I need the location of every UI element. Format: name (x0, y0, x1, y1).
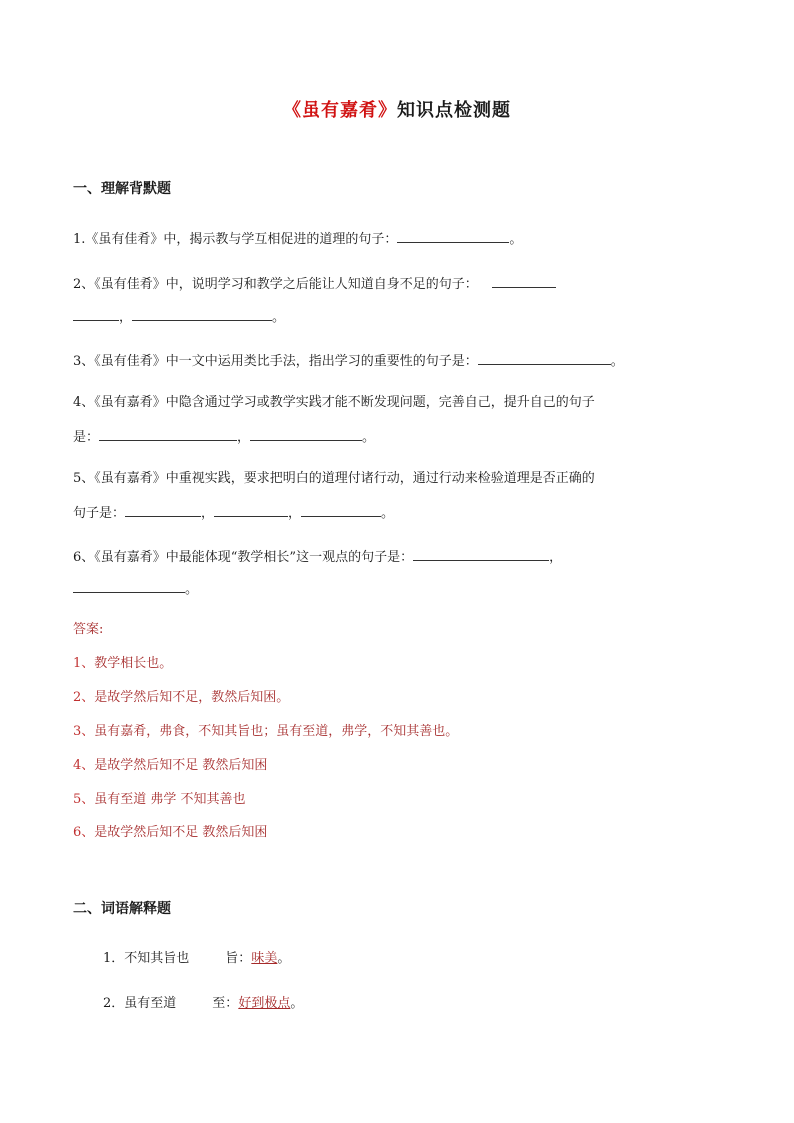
answer-blank[interactable] (301, 502, 381, 517)
answer-text: 虽有嘉肴，弗食，不知其旨也；虽有至道，弗学，不知其善也。 (94, 724, 459, 739)
answer-item (73, 654, 172, 674)
answer-blank[interactable] (73, 578, 185, 593)
vocab-word: 旨： (225, 951, 252, 966)
question-4 (73, 393, 595, 413)
answer-blank[interactable] (132, 306, 272, 321)
punct: 。 (272, 310, 286, 325)
answer-item (73, 823, 267, 843)
question-4-text: 4、《虽有嘉肴》中隐含通过学习或教学实践才能不断发现问题，完善自己，提升自己的句子 (73, 395, 595, 410)
punct: 。 (185, 582, 199, 597)
question-1 (73, 228, 522, 250)
vocab-item (103, 994, 303, 1014)
answer-number: 1、 (73, 656, 95, 671)
punct: ， (237, 430, 251, 445)
answer-blank[interactable] (214, 502, 288, 517)
question-5-text2: 句子是： (73, 506, 126, 521)
question-3 (73, 350, 624, 372)
answer-item (73, 790, 246, 810)
answer-blank[interactable] (73, 306, 119, 321)
question-5 (73, 469, 595, 489)
punct: ， (549, 550, 563, 565)
answer-text: 虽有至道 弗学 不知其善也 (94, 792, 246, 807)
answer-item (73, 722, 458, 742)
punct: 。 (610, 354, 624, 369)
question-4-cont (73, 426, 375, 448)
page-title (0, 96, 794, 122)
answer-blank[interactable] (397, 228, 509, 243)
section-heading-vocab: 二、词语解释题 (73, 901, 171, 917)
punct: 。 (362, 430, 376, 445)
answer-blank[interactable] (250, 426, 362, 441)
question-1-text: 1.《虽有佳肴》中，揭示教与学互相促进的道理的句子： (73, 232, 398, 247)
punct: ， (288, 506, 302, 521)
question-4-text2: 是： (73, 430, 100, 445)
vocab-number: 1． (103, 951, 125, 966)
answer-number: 4、 (73, 758, 95, 773)
vocab-phrase: 不知其旨也 (124, 951, 190, 966)
question-6 (73, 546, 562, 568)
punct: 。 (509, 232, 523, 247)
vocab-meaning: 味美 (251, 951, 278, 966)
answer-number: 6、 (73, 825, 95, 840)
question-6-cont (73, 578, 198, 600)
question-5-text: 5、《虽有嘉肴》中重视实践，要求把明白的道理付诸行动，通过行动来检验道理是否正确的 (73, 471, 595, 486)
punct: 。 (290, 996, 304, 1011)
answer-blank[interactable] (478, 350, 611, 365)
title-black-part: 知识点检测题 (397, 100, 511, 121)
title-red-part: 《虽有嘉肴》 (283, 100, 397, 121)
answer-text: 是故学然后知不足 教然后知困 (94, 758, 268, 773)
question-5-cont (73, 502, 394, 524)
answer-blank[interactable] (99, 426, 237, 441)
answer-text: 教学相长也。 (94, 656, 173, 671)
punct: ， (201, 506, 215, 521)
section-heading-recite: 一、理解背默题 (73, 181, 171, 197)
answer-header: 答案: (73, 622, 104, 637)
answer-text: 是故学然后知不足 教然后知困 (94, 825, 268, 840)
punct: 。 (277, 951, 291, 966)
vocab-meaning: 好到极点 (238, 996, 291, 1011)
answer-blank[interactable] (125, 502, 201, 517)
punct: ， (119, 310, 133, 325)
vocab-number: 2． (103, 996, 125, 1011)
question-2 (73, 273, 556, 295)
answer-blank[interactable] (492, 273, 556, 288)
vocab-phrase: 虽有至道 (124, 996, 177, 1011)
answer-blank[interactable] (413, 546, 549, 561)
answer-number: 3、 (73, 724, 95, 739)
answer-number: 2、 (73, 690, 95, 705)
answer-item (73, 688, 289, 708)
vocab-word: 至： (212, 996, 239, 1011)
question-2-cont (73, 306, 285, 328)
vocab-item (103, 949, 290, 969)
question-6-text: 6、《虽有嘉肴》中最能体现“教学相长”这一观点的句子是： (73, 550, 414, 565)
answer-text: 是故学然后知不足，教然后知困。 (94, 690, 290, 705)
punct: 。 (381, 506, 395, 521)
question-3-text: 3、《虽有佳肴》中一文中运用类比手法，指出学习的重要性的句子是： (73, 354, 478, 369)
answer-item (73, 756, 267, 776)
answer-number: 5、 (73, 792, 95, 807)
question-2-text: 2、《虽有佳肴》中，说明学习和教学之后能让人知道自身不足的句子： (73, 277, 478, 292)
